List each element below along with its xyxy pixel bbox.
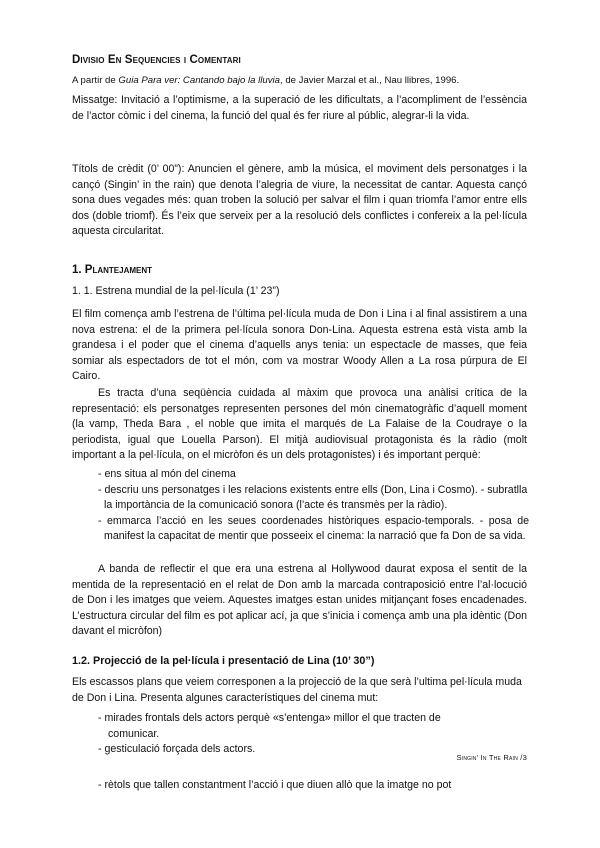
source-prefix: A partir de (72, 75, 116, 86)
bullet-list-radio (98, 467, 529, 545)
list-item: - descriu uns personatges i les relacions existents entre ells (Don, Lina i Cosmo). - subratlla la importància de la comunicació sonora (l’acte és transmès per la ràdio). (98, 483, 528, 512)
source-book-title: Guia Para ver: Cantando bajo la lluvia (118, 75, 280, 86)
paragraph-projeccio: Els escassos plans que veiem corresponen a la projecció de la que serà l’ultima pel·lícula muda de Don i Lina. Presenta algunes característiques del cinema mut: (72, 676, 522, 704)
list-item: - rètols que tallen constantment l’acció i que diuen allò que la imatge no pot (98, 779, 452, 791)
list-item: - mirades frontals dels actors perquè «s’entenga» millor el que tracten de (98, 712, 441, 724)
list-item: - emmarca l’acció en les seues coordenades històriques espacio-temporals. - posa de manifest la capacitat de mentir que posseeix el cinema: la narració que fa Don de sa vida. (98, 514, 529, 543)
section-heading-plantejament (72, 263, 527, 279)
subsection-heading-1-1: 1. 1. Estrena mundial de la pel·lícula (1’ 23”) (72, 285, 280, 297)
missatge-paragraph: Missatge: Invitació a l’optimisme, a la superació de les dificultats, a l’acompliment de l’essència de l’actor còmic i del cinema, la funció del qual és fer riure al públic, alegrar-li la vida. (72, 94, 527, 122)
source-suffix: , de Javier Marzal et al., Nau llibres, 1996. (280, 75, 460, 86)
subsection-heading-1-2: 1.2. Projecció de la pel·lícula i presentació de Lina (10’ 30”) (72, 655, 375, 667)
document-title: Divisio En Sequencies i Comentari (72, 54, 241, 66)
list-item: - ens situa al món del cinema (98, 468, 236, 480)
list-item: - gesticulació forçada dels actors. (98, 743, 256, 756)
paragraph-estrena: El film comença amb l’estrena de l’última pel·lícula muda de Don i Lina i al final assistirem a una nova estrena: el de la primera pel·lícula sonora Don-Lina. Aquesta estrena està vista amb la grandesa i el poder que el cinema d’aquells anys tenia: un espectacle de masses, que feia somiar als espectadors de tot el món, com va mostrar Woody Allen a La rosa púrpura de El Cairo. (72, 308, 527, 383)
paragraph-sequencia: Es tracta d’una seqüència cuidada al màxim que provoca una anàlisi crítica de la representació: els personatges representen persones del món cinematogràfic d’aquell moment (la vamp, Theda Bara , el noble que imita el marqués de La Falaise de la Coudraye o la periodista, igual que Louella Parson). El mitjà audiovisual protagonista és la ràdio (molt important a la pel·lícula, on el micròfon és un dels protagonistes) i és important perquè: (72, 387, 527, 462)
section-number: 1. (72, 264, 82, 276)
section-title: Plantejament (84, 264, 153, 276)
page-footer: Singin’ In The Rain /3 (456, 753, 527, 762)
bullet-list-cinema-mut (98, 711, 529, 758)
list-item-continuation: comunicar. (108, 727, 160, 740)
titols-paragraph: Títols de crèdit (0’ 00”): Anuncien el gènere, amb la música, el moviment dels personatges i la cançó (Singin’ in the rain) que denota l’alegria de viure, la necessitat de cantar. Aquesta cançó sona dues vegades més: quan troben la solució per salvar el film i quan triomfa l’amor entre ells dos (doble triomf). És l’eix que serveix per a la resolució dels conflictes i confereix a la pel·lícula aquesta circularitat. (72, 163, 527, 238)
bullet-list-retols (98, 778, 529, 794)
source-citation (72, 73, 527, 89)
paragraph-hollywood: A banda de reflectir el que era una estrena al Hollywood daurat exposa el sentit de la mentida de la representació en el relat de Don amb la marcada contraposició entre l’al·locució de Don i les imatges que veiem. Aquestes imatges estan unides mitjançant foses encadenades. L’estructura circular del film es pot aplicar ací, ja que s’inicia i comença amb una pla idèntic (Don davant el micròfon) (72, 563, 527, 638)
